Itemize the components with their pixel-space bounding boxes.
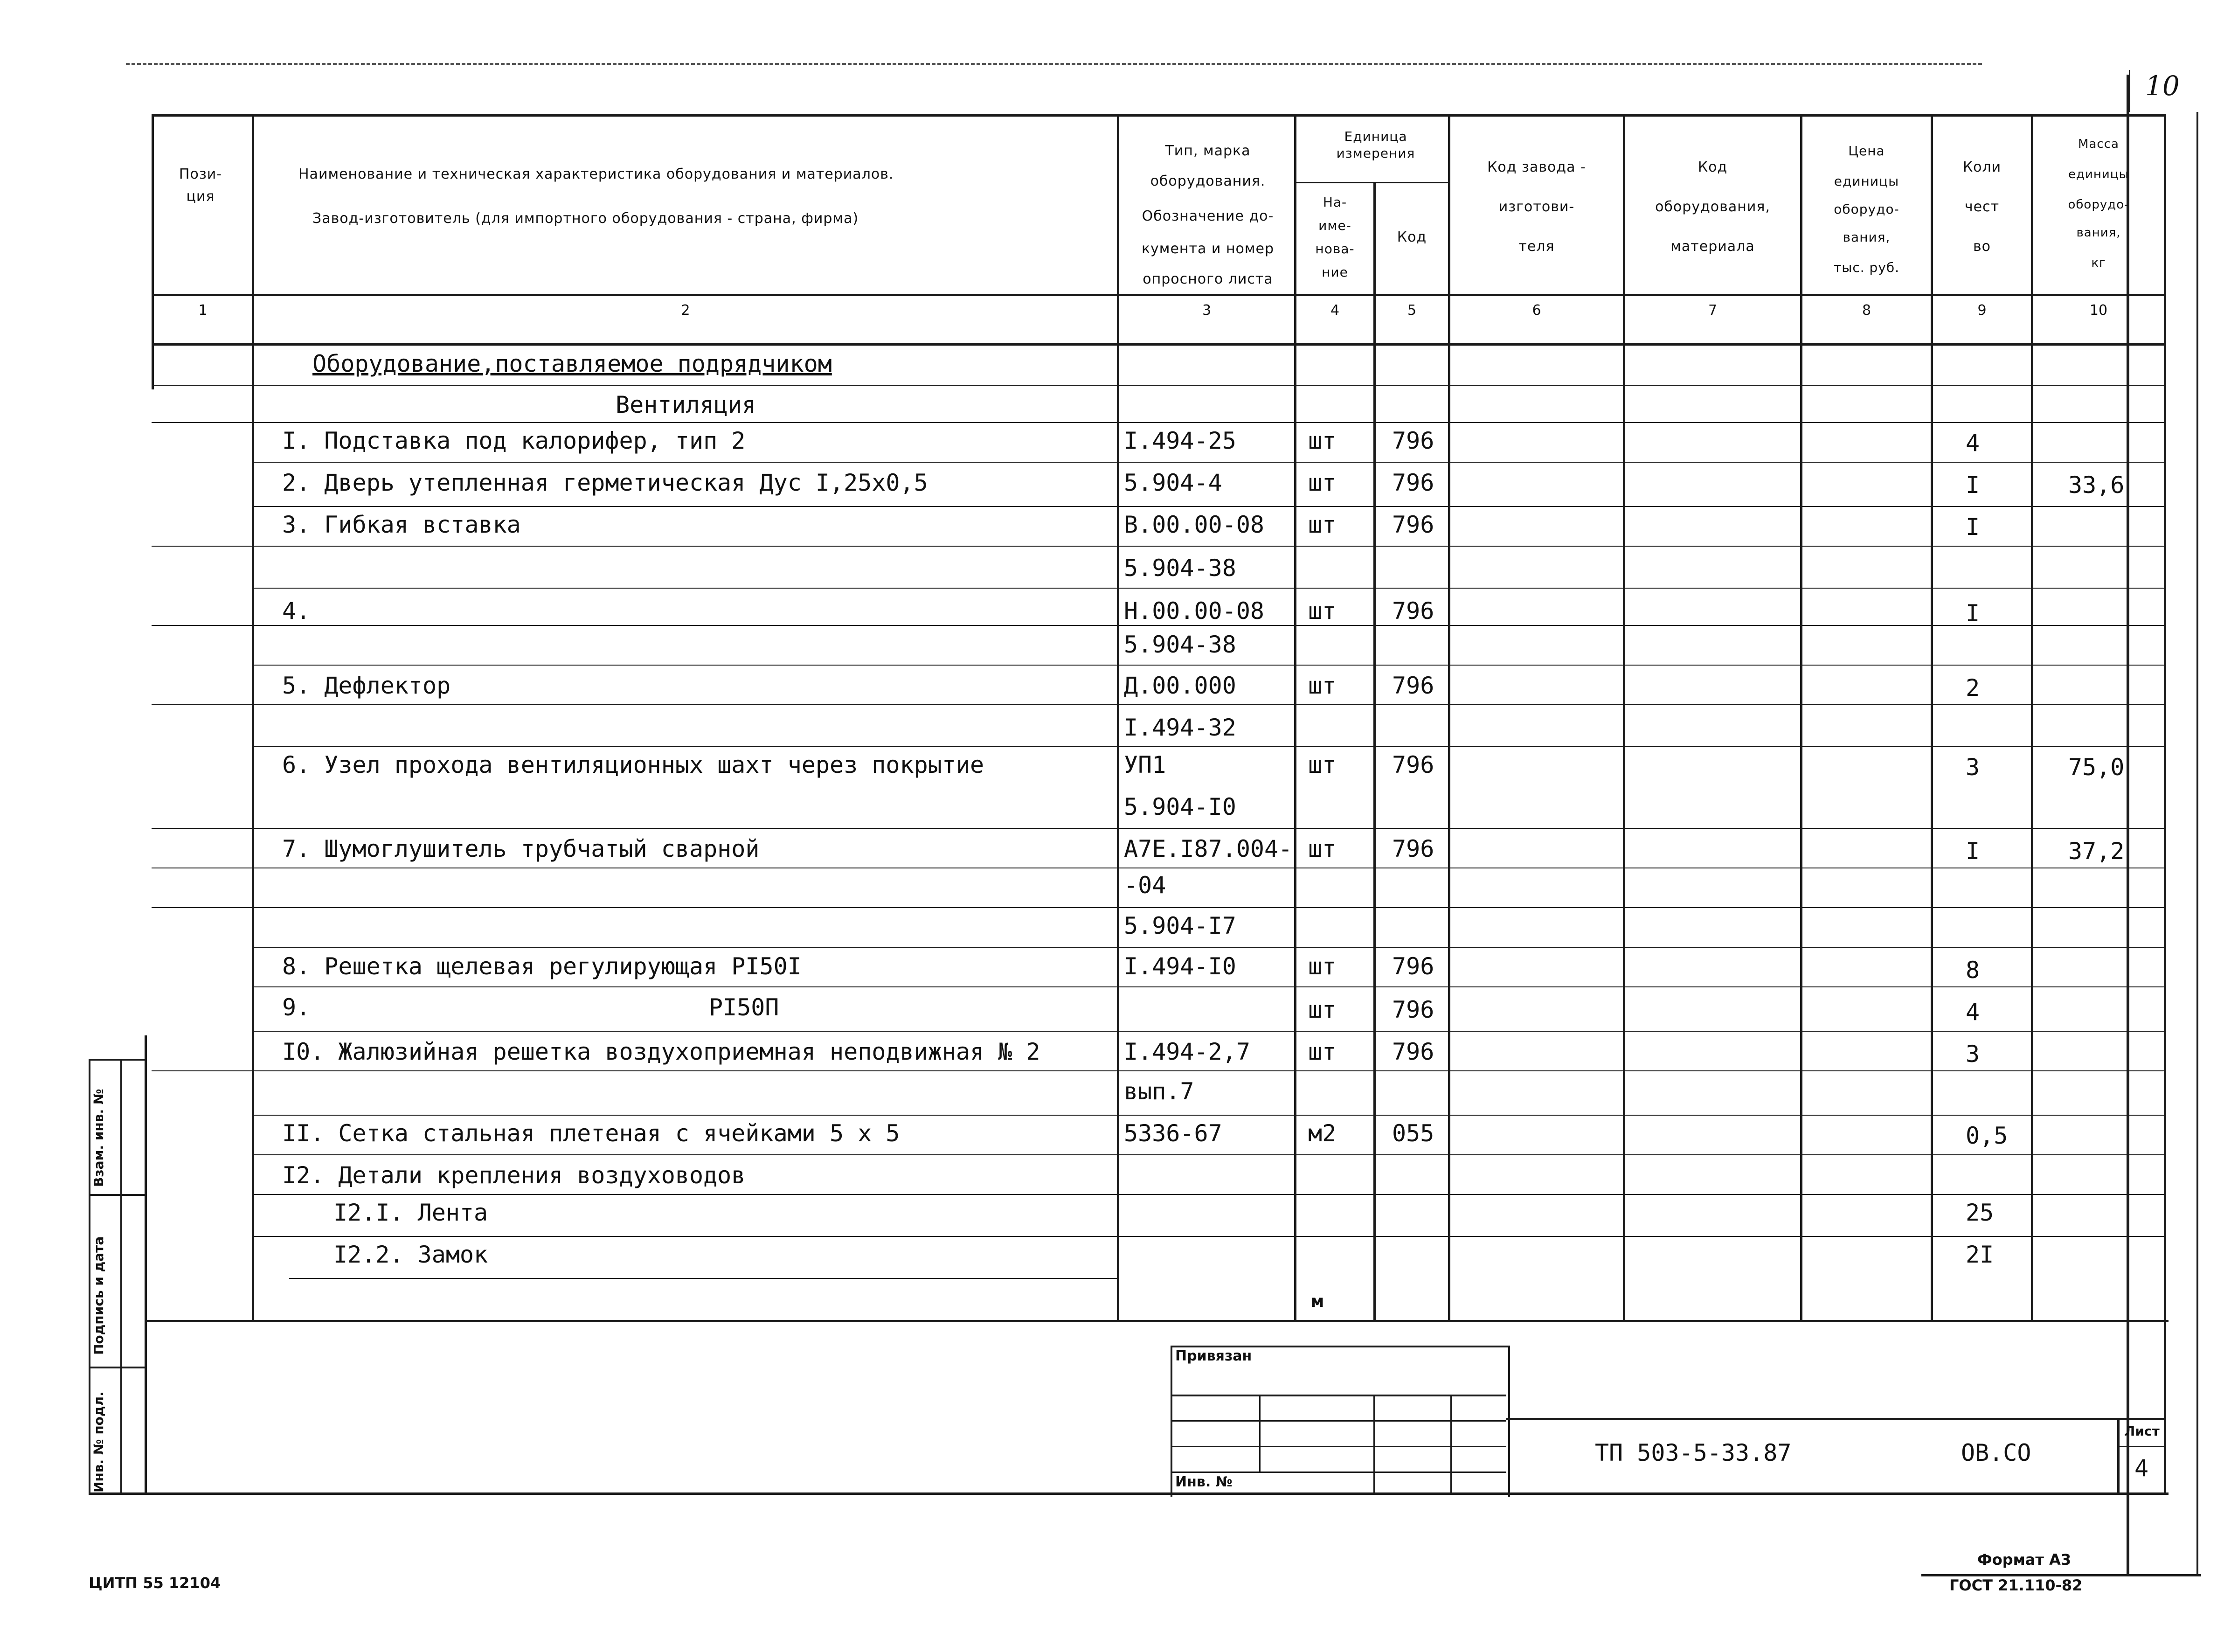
header-col4-2: име-	[1318, 218, 1351, 233]
table-row-name: 3. Гибкая вставка	[282, 511, 521, 538]
table-row-unit: шт	[1308, 469, 1337, 496]
table-row-code: 796	[1392, 672, 1434, 699]
header-col6-2: изготови-	[1498, 199, 1575, 215]
header-col7-2: оборудования,	[1655, 199, 1770, 215]
table-row-unit: м2	[1308, 1120, 1337, 1147]
table-row-qty: 4	[1966, 999, 1980, 1026]
col-number-8: 8	[1862, 302, 1871, 319]
header-col2-line1: Наименование и техническая характеристика оборудования и материалов.	[298, 166, 894, 182]
header-col2-line2: Завод-изготовитель (для импортного оборудования - страна, фирма)	[312, 210, 859, 227]
table-row-doc: I.494-25	[1124, 427, 1236, 454]
top-dashed-line	[126, 63, 1982, 65]
header-col7-1: Код	[1698, 159, 1728, 175]
table-row-qty: 3	[1966, 1041, 1980, 1068]
table-row-code: 055	[1392, 1120, 1434, 1147]
sheet-number: 4	[2134, 1455, 2149, 1482]
header-col6-3: теля	[1518, 238, 1555, 255]
table-row-doc: I.494-2,7	[1124, 1038, 1250, 1065]
stamp-privyazan: Привязан	[1175, 1348, 1252, 1364]
header-col8-4: вания,	[1843, 229, 1891, 245]
header-col10-5: кг	[2091, 256, 2106, 270]
table-row-qty: 8	[1966, 957, 1980, 984]
table-row-qty: 25	[1966, 1199, 1994, 1226]
table-row-doc: I.494-I0	[1124, 953, 1236, 980]
table-row-doc: 5.904-38	[1124, 631, 1236, 658]
document-code: ТП 503-5-33.87	[1595, 1439, 1792, 1466]
header-col4-1: На-	[1323, 194, 1347, 210]
col-number-10: 10	[2089, 302, 2108, 319]
table-row-qty: 0,5	[1966, 1122, 2008, 1149]
header-col9-1: Коли	[1962, 159, 2002, 175]
table-row-name: I2. Детали крепления воздуховодов	[282, 1162, 746, 1189]
table-row-name: 6. Узел прохода вентиляционных шахт через покрытие	[282, 751, 984, 778]
table-row-doc: Д.00.000	[1124, 672, 1236, 699]
header-col10-3: оборудо-	[2068, 198, 2129, 212]
table-row-qty: I	[1966, 838, 1980, 865]
sheet-label: Лист	[2124, 1423, 2160, 1439]
col-number-1: 1	[198, 302, 208, 319]
header-col6-1: Код завода -	[1487, 159, 1586, 175]
header-col1: Пози-ция	[179, 166, 222, 205]
table-row-code: 796	[1392, 835, 1434, 862]
table-row-qty: I	[1966, 472, 1980, 499]
table-row-mass: 33,6	[2068, 472, 2125, 499]
table-row-unit: шт	[1308, 751, 1337, 778]
table-row-qty: 3	[1966, 754, 1980, 781]
header-col8-2: единицы	[1834, 174, 1899, 189]
table-row-unit: шт	[1308, 597, 1337, 625]
table-row-name: 9.	[282, 994, 311, 1021]
table-row-qty: 4	[1966, 430, 1980, 457]
table-row-qty: I	[1966, 514, 1980, 541]
header-col5: Код	[1397, 229, 1427, 245]
table-row-name: 4.	[282, 597, 311, 625]
header-col3-2: оборудования.	[1150, 173, 1266, 189]
header-col9-2: чест	[1964, 199, 2000, 215]
header-col3-5: опросного листа	[1143, 271, 1273, 287]
table-row-doc: А7Е.I87.004-	[1124, 835, 1293, 862]
table-row-unit: м	[1310, 1292, 1324, 1311]
table-row-unit: шт	[1308, 511, 1337, 538]
side-label-vzam-inv: Взам. инв. №	[91, 1089, 106, 1187]
header-col4-4: ние	[1322, 264, 1348, 280]
table-row-name-cont: PI50П	[709, 994, 779, 1021]
table-row-name: I2.2. Замок	[333, 1241, 488, 1268]
table-row-code: 796	[1392, 597, 1434, 625]
table-row-doc: I.494-32	[1124, 714, 1236, 741]
header-col10-1: Масса	[2078, 137, 2119, 151]
table-row-name: I0. Жалюзийная решетка воздухоприемная неподвижная № 2	[282, 1038, 1040, 1065]
side-label-signature-date: Подпись и дата	[91, 1236, 106, 1355]
col-number-9: 9	[1977, 302, 1987, 319]
table-row-mass: 75,0	[2068, 754, 2125, 781]
header-col7-3: материала	[1670, 238, 1755, 255]
col-number-4: 4	[1330, 302, 1340, 319]
header-col3-3: Обозначение до-	[1142, 208, 1274, 224]
col-number-6: 6	[1532, 302, 1541, 319]
header-col3-4: кумента и номер	[1141, 241, 1275, 257]
table-row-unit: шт	[1308, 672, 1337, 699]
header-col9-3: во	[1973, 238, 1991, 255]
table-row-name: II. Сетка стальная плетеная с ячейками 5 х 5	[282, 1120, 900, 1147]
table-row-mass: 37,2	[2068, 838, 2125, 865]
table-row-doc: 5.904-I7	[1124, 912, 1236, 939]
stamp-inv-no: Инв. №	[1175, 1474, 1233, 1490]
corner-page-mark: 10	[2145, 70, 2180, 102]
table-row-qty: I	[1966, 600, 1980, 627]
footer-gost: ГОСТ 21.110-82	[1949, 1576, 2083, 1594]
table-row-code: 796	[1392, 469, 1434, 496]
table-row-code: 796	[1392, 751, 1434, 778]
table-row-name: I2.I. Лента	[333, 1199, 488, 1226]
table-row-name: 2. Дверь утепленная герметическая Дус I,25х0,5	[282, 469, 928, 496]
table-row-doc: 5.904-4	[1124, 469, 1222, 496]
col-number-7: 7	[1708, 302, 1718, 319]
table-row-qty: 2I	[1966, 1241, 1994, 1268]
table-row-name: 5. Дефлектор	[282, 672, 451, 699]
header-col8-5: тыс. руб.	[1833, 260, 1900, 275]
table-row-doc: Н.00.00-08	[1124, 597, 1265, 625]
table-row-doc: УП1	[1124, 751, 1166, 778]
section-title: Оборудование,поставляемое подрядчиком	[312, 350, 832, 377]
table-row-code: 796	[1392, 511, 1434, 538]
table-row-unit: шт	[1308, 996, 1337, 1023]
header-unit-group: Единица измерения	[1336, 129, 1415, 161]
table-row-doc: 5336-67	[1124, 1120, 1222, 1147]
table-row-name: 8. Решетка щелевая регулирующая PI50I	[282, 953, 802, 980]
header-col10-4: вания,	[2076, 226, 2121, 240]
header-col4-3: нова-	[1315, 241, 1355, 257]
header-col3-1: Тип, марка	[1165, 143, 1251, 159]
side-label-inv-podl: Инв. № подл.	[91, 1391, 106, 1492]
footer-left-code: ЦИТП 55 12104	[89, 1574, 221, 1592]
section-code: ОВ.СО	[1961, 1439, 2031, 1466]
header-col8-1: Цена	[1848, 143, 1885, 159]
table-row-qty: 2	[1966, 674, 1980, 701]
table-row-unit: шт	[1308, 835, 1337, 862]
table-row-name: I. Подставка под калорифер, тип 2	[282, 427, 746, 454]
table-row-doc: В.00.00-08	[1124, 511, 1265, 538]
header-col8-3: оборудо-	[1834, 201, 1899, 217]
table-row-code: 796	[1392, 953, 1434, 980]
subsection-title: Вентиляция	[616, 391, 756, 418]
table-row-doc: -04	[1124, 872, 1166, 899]
table-row-code: 796	[1392, 1038, 1434, 1065]
table-row-code: 796	[1392, 996, 1434, 1023]
table-row-unit: шт	[1308, 1038, 1337, 1065]
table-row-code: 796	[1392, 427, 1434, 454]
col-number-5: 5	[1407, 302, 1417, 319]
col-number-2: 2	[681, 302, 690, 319]
table-row-doc: 5.904-I0	[1124, 793, 1236, 820]
table-row-unit: шт	[1308, 427, 1337, 454]
table-row-doc: 5.904-38	[1124, 555, 1236, 582]
col-number-3: 3	[1202, 302, 1212, 319]
table-row-doc: вып.7	[1124, 1078, 1194, 1105]
footer-format: Формат А3	[1977, 1551, 2072, 1569]
table-row-unit: шт	[1308, 953, 1337, 980]
header-col10-2: единицы	[2068, 167, 2129, 181]
table-row-name: 7. Шумоглушитель трубчатый сварной	[282, 835, 760, 862]
